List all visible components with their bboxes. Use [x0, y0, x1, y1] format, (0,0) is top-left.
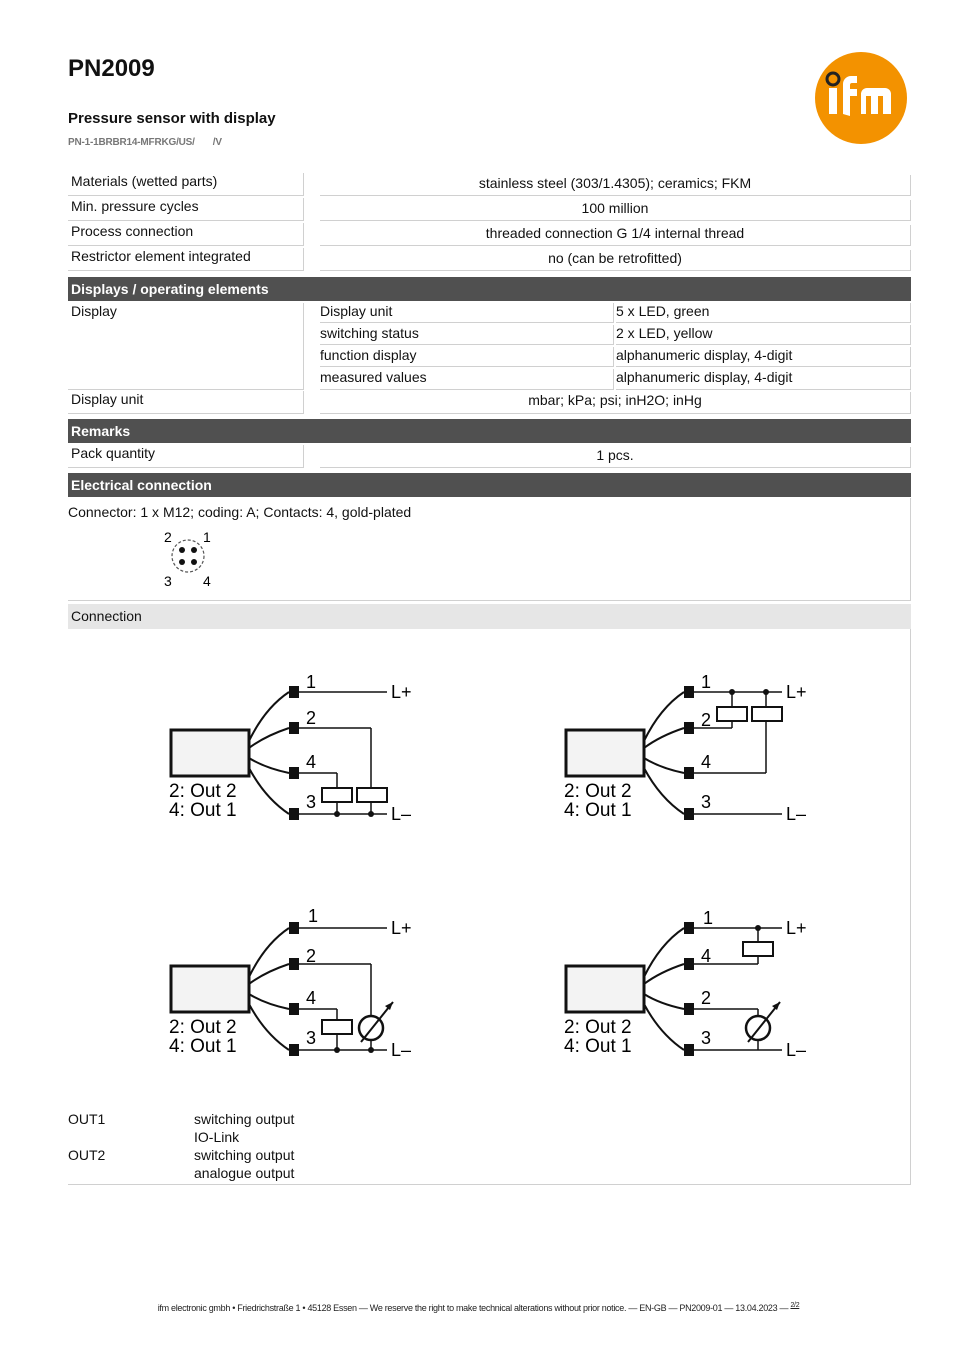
- out1-label: 4: Out 1: [169, 1036, 237, 1057]
- spec-value: stainless steel (303/1.4305); ceramics; FKM: [320, 175, 911, 196]
- pack-value: 1 pcs.: [320, 447, 911, 468]
- article-code: PN-1-1BRBR14-MFRKG/US/ /V: [68, 137, 222, 148]
- out2-label: 2: Out 2: [169, 1017, 237, 1038]
- product-subtitle: Pressure sensor with display: [68, 110, 276, 127]
- spec-row: [68, 223, 911, 246]
- display-row-value: 2 x LED, yellow: [616, 325, 911, 345]
- page-number: 2/2: [790, 1302, 800, 1309]
- pack-row: [68, 445, 911, 468]
- display-row-value: 5 x LED, green: [616, 303, 911, 323]
- spec-value: 100 million: [320, 200, 911, 221]
- supply-minus-label: L–: [391, 804, 412, 824]
- wiring-diagram-4: [560, 904, 820, 1064]
- legend-desc: analogue output: [194, 1165, 295, 1181]
- pin-label: 2: [306, 708, 317, 728]
- pin-label: 1: [203, 529, 211, 545]
- pin-label: 3: [306, 1028, 317, 1048]
- spec-row: [68, 248, 911, 271]
- pin-label: 4: [306, 988, 317, 1008]
- pin-label: 4: [701, 752, 712, 772]
- electrical-box: [68, 498, 911, 601]
- section-remarks: Remarks: [68, 419, 911, 443]
- legend-desc: switching output: [194, 1147, 295, 1163]
- section-displays: Displays / operating elements: [68, 277, 911, 301]
- pin-label: 4: [701, 946, 712, 966]
- out2-label: 2: Out 2: [564, 781, 632, 802]
- spec-row: [68, 173, 911, 196]
- spec-label: Restrictor element integrated: [68, 248, 304, 271]
- display-label: Display: [68, 303, 304, 390]
- display-unit-row: [68, 391, 911, 414]
- ifm-logo: [815, 52, 907, 144]
- spec-value: no (can be retrofitted): [320, 250, 911, 271]
- out1-label: 4: Out 1: [169, 800, 237, 821]
- pin-label: 2: [701, 988, 712, 1008]
- out2-label: 2: Out 2: [564, 1017, 632, 1038]
- pin-label: 3: [306, 792, 317, 812]
- spec-row: [68, 198, 911, 221]
- display-row-name: measured values: [320, 369, 614, 390]
- connection-heading: Connection: [68, 604, 911, 629]
- legend-desc: IO-Link: [194, 1129, 240, 1145]
- pin-label: 3: [701, 1028, 712, 1048]
- product-title: PN2009: [68, 55, 155, 82]
- wiring-diagram-2: [560, 668, 820, 828]
- display-unit-value: mbar; kPa; psi; inH2O; inHg: [320, 392, 911, 414]
- pin-label: 1: [703, 908, 714, 928]
- spec-label: Process connection: [68, 223, 304, 246]
- spec-value: threaded connection G 1/4 internal thread: [320, 225, 911, 246]
- wiring-diagram-3: [165, 904, 425, 1064]
- supply-plus-label: L+: [391, 682, 412, 702]
- pin-label: 2: [701, 710, 712, 730]
- display-row-value: alphanumeric display, 4-digit: [616, 347, 911, 367]
- out1-label: 4: Out 1: [564, 800, 632, 821]
- pin-label: 3: [701, 792, 712, 812]
- display-row-name: Display unit: [320, 303, 614, 323]
- pin-label: 4: [306, 752, 317, 772]
- pin-label: 1: [306, 672, 317, 692]
- supply-minus-label: L–: [786, 804, 807, 824]
- section-electrical: Electrical connection: [68, 473, 911, 497]
- out1-label: 4: Out 1: [564, 1036, 632, 1057]
- out2-label: 2: Out 2: [169, 781, 237, 802]
- spec-label: Materials (wetted parts): [68, 173, 304, 196]
- m12-connector-icon: [158, 526, 228, 590]
- display-unit-label: Display unit: [68, 391, 304, 414]
- legend-desc: switching output: [194, 1111, 295, 1127]
- pin-label: 4: [203, 573, 211, 589]
- supply-minus-label: L–: [391, 1040, 412, 1060]
- pin-label: 1: [701, 672, 712, 692]
- connector-text: Connector: 1 x M12; coding: A; Contacts: 4, gold-plated: [68, 504, 412, 520]
- wiring-diagram-1: [165, 668, 425, 828]
- display-row-name: function display: [320, 347, 614, 367]
- display-row-name: switching status: [320, 325, 614, 345]
- supply-plus-label: L+: [786, 918, 807, 938]
- spec-label: Min. pressure cycles: [68, 198, 304, 221]
- legend-key: OUT1: [68, 1111, 106, 1127]
- supply-plus-label: L+: [391, 918, 412, 938]
- pin-label: 2: [164, 529, 172, 545]
- pin-label: 2: [306, 946, 317, 966]
- footer-text: ifm electronic gmbh • Friedrichstraße 1 • 45128 Essen — We reserve the right to make technical alterations without prior notice. — EN-GB — PN2009-01 — 13.04.2023 —: [157, 1303, 789, 1313]
- pin-label: 1: [308, 906, 319, 926]
- supply-minus-label: L–: [786, 1040, 807, 1060]
- page-footer: [0, 1302, 957, 1313]
- display-row-value: alphanumeric display, 4-digit: [616, 369, 911, 390]
- pack-label: Pack quantity: [68, 445, 304, 468]
- display-block: [68, 303, 911, 391]
- legend-key: OUT2: [68, 1147, 106, 1163]
- supply-plus-label: L+: [786, 682, 807, 702]
- pin-label: 3: [164, 573, 172, 589]
